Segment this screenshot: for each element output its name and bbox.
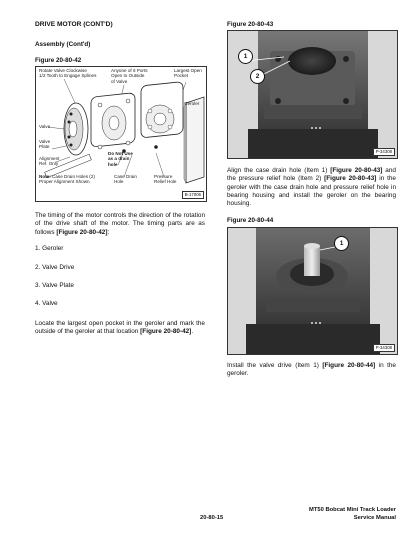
align-text-b: and the pressure relief hole (Item 2) <box>227 167 396 183</box>
locate-figure-ref: [Figure 20-80-42] <box>140 328 192 336</box>
section-title: DRIVE MOTOR (CONT'D) <box>35 21 113 28</box>
install-paragraph <box>227 362 396 379</box>
geroler-part <box>141 82 183 149</box>
timing-part-3: 3. Valve Plate <box>35 282 74 289</box>
label-pressure-relief: Pressure Relief Hole <box>154 174 177 185</box>
figure-43-callout-2: 2 <box>250 69 265 84</box>
label-do-not-use: Do Not Use as a drain hole <box>108 151 133 167</box>
timing-text: The timing of the motor controls the direction of the rotation of the drive shaft of the motor. The timing parts are as follows <box>35 212 205 236</box>
figure-42-label: Figure 20-80-42 <box>35 57 82 64</box>
figure-42-id: B-17006 <box>182 191 204 199</box>
figure-43-label: Figure 20-80-43 <box>227 21 274 28</box>
figure-42-diagram <box>35 66 207 202</box>
manual-title <box>309 507 396 522</box>
valve-drive-photo-image <box>228 228 397 354</box>
locate-paragraph <box>35 320 205 337</box>
label-case-drain: Case Drain Hole <box>114 174 137 185</box>
timing-part-2: 2. Valve Drive <box>35 264 75 271</box>
figure-44-label: Figure 20-80-44 <box>227 217 274 224</box>
align-text-a: Align the case drain hole (Item 1) <box>227 167 331 174</box>
label-alignment: Alignment Ref. Only <box>39 156 60 167</box>
geroler-photo-image <box>228 31 397 158</box>
valve-plate-part <box>91 93 135 153</box>
label-note <box>39 174 95 185</box>
page-number: 20-80-15 <box>200 515 224 521</box>
align-paragraph <box>227 167 396 208</box>
figure-44-callout-1: 1 <box>334 236 349 251</box>
manual-title-line-2: Service Manual <box>353 514 396 521</box>
locate-end: . <box>191 328 194 336</box>
install-text-b: in the geroler. <box>227 362 396 378</box>
install-text-a: Install the valve drive (Item 1) <box>227 362 323 369</box>
figure-44-photo-id: P-34308 <box>373 344 395 352</box>
note-text: Case Drain Holes (2) Proper Alignment Shown <box>39 174 95 185</box>
valve-part <box>64 103 88 155</box>
label-valve-plate: Valve Plate <box>39 139 51 150</box>
timing-part-1: 1. Geroler <box>35 245 64 252</box>
align-figure-ref-2: [Figure 20-80-43] <box>324 175 377 183</box>
timing-figure-ref: [Figure 20-80-42] <box>56 228 108 236</box>
label-rotate-valve: Rotate Valve Clockwise 1/2 Tooth to Engage Splines <box>39 68 97 79</box>
label-ports: Anyone of 6 Ports Open to Outside of Valve <box>111 68 148 84</box>
label-geroler: Geroler <box>184 101 200 106</box>
figure-44-photo <box>227 227 398 355</box>
figure-43-callout-1: 1 <box>238 49 253 64</box>
figure-43-photo-id: P-34308 <box>373 148 395 156</box>
timing-end: : <box>107 228 110 236</box>
align-figure-ref-1: [Figure 20-80-43] <box>330 167 383 174</box>
manual-title-line-1: MT50 Bobcat Mini Track Loader <box>309 507 396 513</box>
housing-part <box>184 97 204 183</box>
align-text-c: in the geroler with the case drain hole and pressure relief hole in bearing housing and install the geroler on the bearing housing. <box>227 175 396 208</box>
label-valve: Valve <box>39 124 51 129</box>
locate-text: Locate the largest open pocket in the geroler and mark the outside of the geroler at that location <box>35 320 205 336</box>
note-prefix: Note: <box>39 174 51 179</box>
timing-part-4: 4. Valve <box>35 300 58 307</box>
timing-paragraph <box>35 212 205 237</box>
label-largest-pocket: Largest Open Pocket <box>174 68 202 79</box>
figure-43-photo <box>227 30 398 159</box>
subsection-title: Assembly (Cont'd) <box>35 41 91 48</box>
install-figure-ref: [Figure 20-80-44] <box>322 362 376 369</box>
